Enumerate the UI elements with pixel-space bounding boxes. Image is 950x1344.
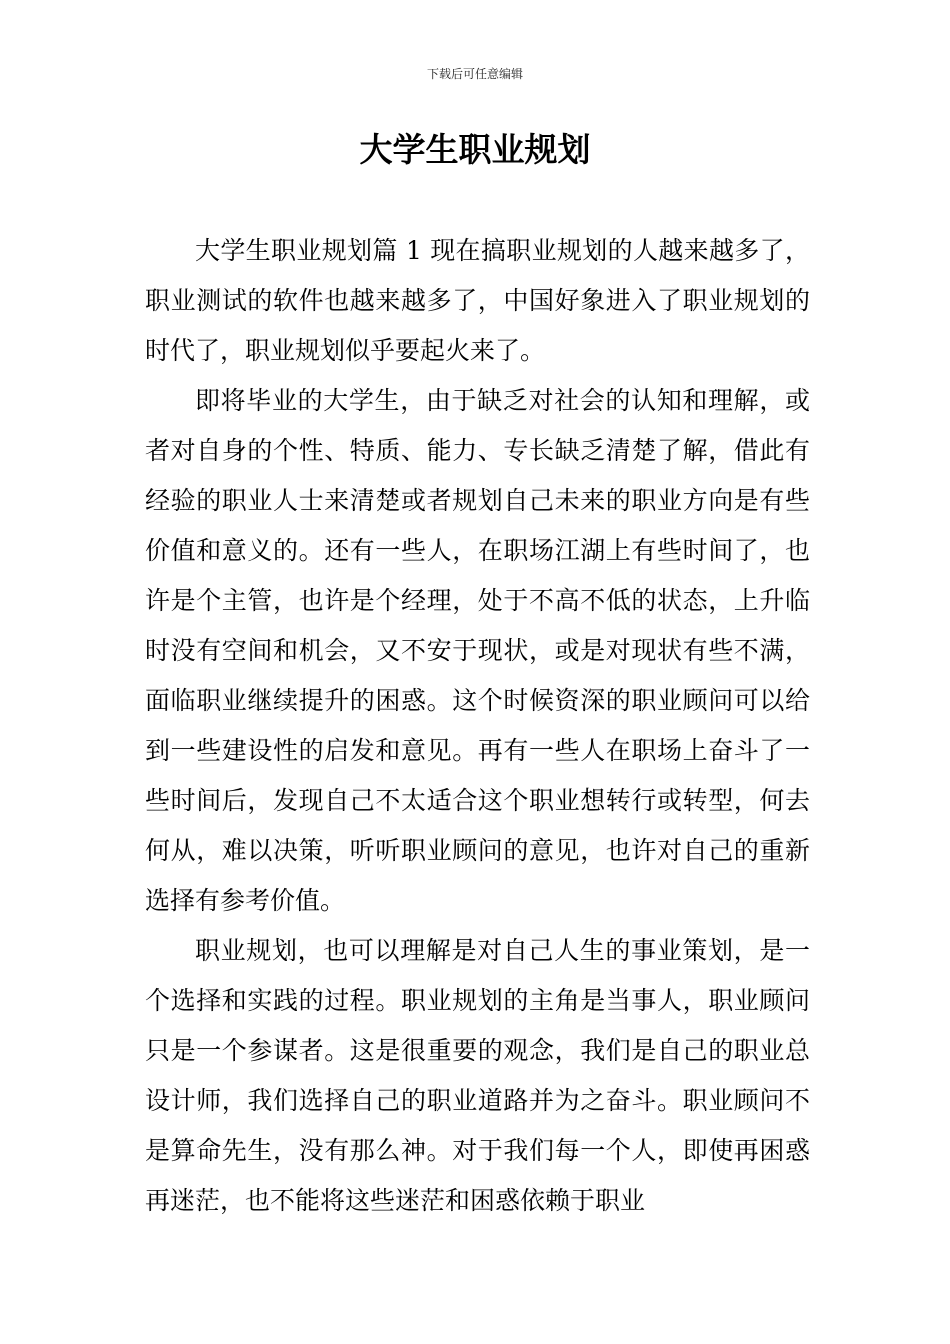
paragraph-2: 即将毕业的大学生，由于缺乏对社会的认知和理解，或者对自身的个性、特质、能力、专长缺乏清楚了解，借此有经验的职业人士来清楚或者规划自己未来的职业方向是有些价值和意义的。还有一些人，在职场江湖上有些时间了，也许是个主管，也许是个经理，处于不高不低的状态，上升临时没有空间和机会，又不安于现状，或是对现状有些不满，面临职业继续提升的困惑。这个时候资深的职业顾问可以给到一些建设性的启发和意见。再有一些人在职场上奋斗了一些时间后，发现自己不太适合这个职业想转行或转型，何去何从，难以决策，听听职业顾问的意见，也许对自己的重新选择有参考价值。 — [145, 386, 810, 915]
header-note: 下载后可任意编辑 — [426, 67, 523, 81]
paragraph-1: 大学生职业规划篇 1 现在搞职业规划的人越来越多了，职业测试的软件也越来越多了，中国好象进入了职业规划的时代了，职业规划似乎要起火来了。 — [145, 236, 810, 365]
document-body — [145, 226, 810, 1226]
document-title: 大学生职业规划 — [359, 130, 591, 169]
paragraph-3: 职业规划，也可以理解是对自己人生的事业策划，是一个选择和实践的过程。职业规划的主角是当事人，职业顾问只是一个参谋者。这是很重要的观念，我们是自己的职业总设计师，我们选择自己的职业道路并为之奋斗。职业顾问不是算命先生，没有那么神。对于我们每一个人，即使再困惑再迷茫，也不能将这些迷茫和困惑依赖于职业 — [145, 936, 810, 1215]
